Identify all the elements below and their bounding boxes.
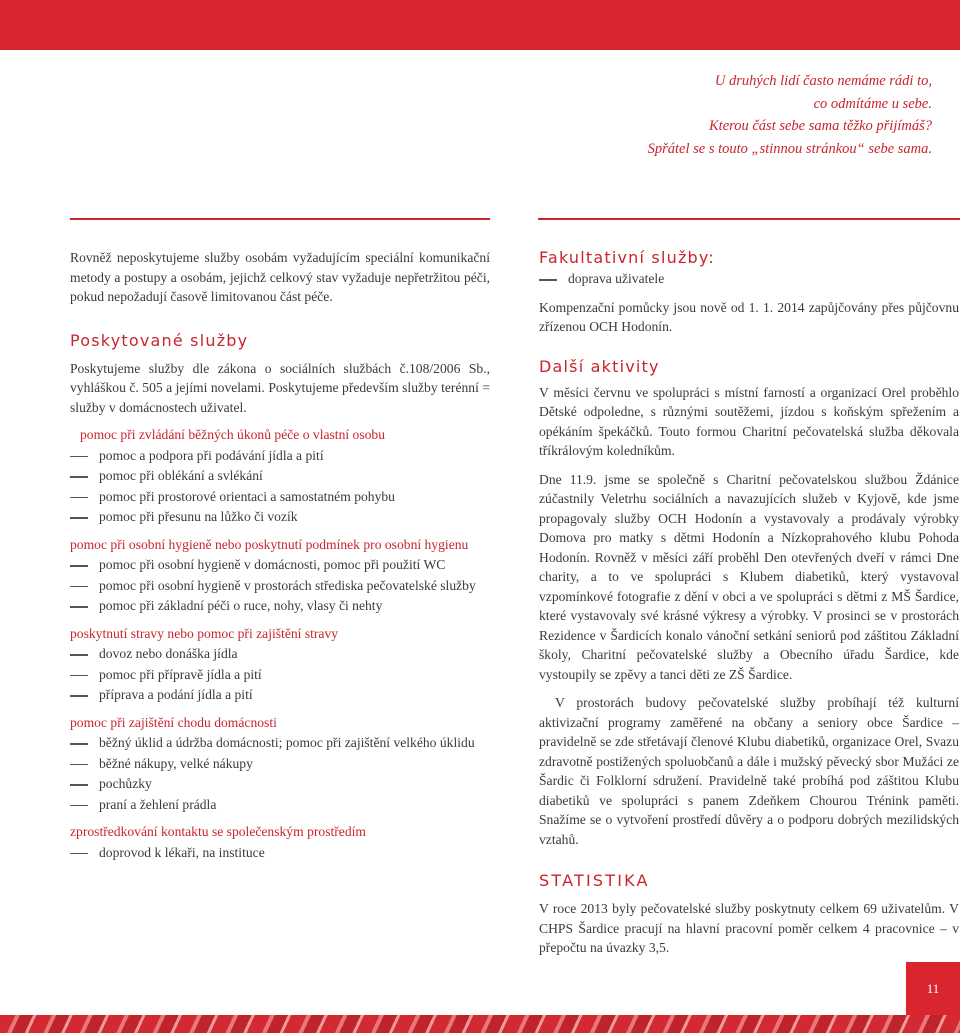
dash-bullet (70, 764, 88, 766)
activities-paragraph: V měsíci červnu ve spolupráci s místní farností a organizací Orel proběhlo Dětské odpoledne, s různými soutěžemi, jízdou s koňským spřežením a opékáním špekáčků. Touto formou Charitní pečovatelská služba děkovala tříkrálovým koledníkům. (539, 384, 959, 458)
dash-bullet (70, 586, 88, 588)
intro-paragraph: Rovněž neposkytujeme služby osobám vyžadujícím speciální komunikační metody a postupy a osobám, jejichž celkový stav vyžaduje nepřetržitou péči, pokud nepožadují časově limitovanou část péče. (70, 250, 490, 304)
motto-quote (512, 70, 932, 160)
group-title: zprostředkování kontaktu se společenským prostředím (70, 824, 366, 839)
list-item-text: pomoc při základní péči o ruce, nohy, vlasy či nehty (99, 598, 383, 613)
dash-bullet (70, 743, 88, 745)
list-item (70, 665, 490, 685)
activities-paragraph: V prostorách budovy pečovatelské služby probíhají též kulturní aktivizační programy zaměřené na občany a seniory obce Šardice – pravidelně se zde střetávají členové Klubu diabetiků, organizace Orel, Svazu zdravotně postižených spoluobčanů a dále i mužský pěvecký sbor Mužáci ze Šardic či Folklorní sdružení. Pravidelně také probíhá pod záštitou Klubu diabetiků ve spolupráci s panem Zdeňkem Chourou Trénink paměti. Snažíme se o vytvoření prostředí důvěry a o podporu dobrých mezilidských vztahů. (539, 695, 959, 847)
list-item-text: pomoc při přesunu na lůžko či vozík (99, 509, 298, 524)
left-column (70, 248, 490, 862)
list-item (70, 685, 490, 705)
left-divider (70, 218, 490, 220)
group-title: pomoc při zvládání běžných úkonů péče o vlastní osobu (80, 427, 386, 442)
list-item-text: pochůzky (99, 776, 152, 791)
list-item (70, 774, 490, 794)
list-item-text: doprovod k lékaři, na instituce (99, 844, 265, 860)
dash-bullet (70, 805, 88, 807)
group-title: pomoc při zajištění chodu domácnosti (70, 714, 277, 730)
dash-bullet (70, 784, 88, 786)
list-item (70, 487, 490, 507)
list-item-text: pomoc při prostorové orientaci a samostatném pohybu (99, 488, 395, 504)
list-item-text: příprava a podání jídla a pití (99, 687, 253, 702)
dash-bullet (70, 476, 88, 478)
list-item (70, 555, 490, 575)
list-item-text: běžný úklid a údržba domácnosti; pomoc při zajištění velkého úklidu (99, 735, 475, 750)
list-item (70, 795, 490, 815)
list-item (70, 644, 490, 664)
dash-bullet (70, 654, 88, 656)
quote-line: co odmítáme u sebe. (813, 95, 932, 112)
list-item-text: doprava uživatele (568, 271, 665, 286)
page-number (906, 962, 960, 1016)
list-item-text: pomoc při osobní hygieně v domácnosti, pomoc při použití WC (99, 557, 446, 572)
list-item (70, 733, 490, 753)
dash-bullet (70, 606, 88, 608)
list-item (70, 576, 490, 596)
section-heading-optional: Fakultativní služby: (539, 248, 716, 267)
dash-bullet (70, 695, 88, 697)
list-item (539, 269, 959, 289)
statistics-paragraph: V roce 2013 byly pečovatelské služby poskytnuty celkem 69 uživatelům. V CHPS Šardice pracují na hlavní pracovní poměr celkem 4 pracovnice – v přepočtu na úvazky 3,5. (539, 901, 959, 955)
list-item (70, 596, 490, 616)
quote-line: Spřátel se s touto „stinnou stránkou“ sebe sama. (647, 140, 932, 157)
dash-bullet (70, 853, 88, 855)
list-item (70, 446, 490, 466)
list-item-text: pomoc a podpora při podávání jídla a pití (99, 447, 324, 463)
section-heading-activities: Další aktivity (539, 356, 660, 376)
list-item (70, 466, 490, 486)
page-number-text: 11 (926, 981, 940, 996)
top-color-bar (0, 0, 960, 50)
list-item (70, 754, 490, 774)
dash-bullet (70, 517, 88, 519)
list-item-text: běžné nákupy, velké nákupy (99, 755, 253, 771)
quote-line: Kterou část sebe sama těžko přijímáš? (709, 118, 932, 134)
dash-bullet (70, 675, 88, 677)
list-item (70, 507, 490, 527)
group-title: poskytnutí stravy nebo pomoc při zajištění stravy (70, 625, 339, 641)
list-item-text: pomoc při osobní hygieně v prostorách střediska pečovatelské služby (99, 577, 476, 593)
dash-bullet (70, 565, 88, 567)
activities-paragraph: Dne 11.9. jsme se společně s Charitní pečovatelskou službou Ždánice zúčastnily Veletrhu sociálních a navazujících služeb v Kyjově, kde jsme propagovaly služby OCH Hodonín a vystavovaly a prodávaly výrobky Domova pro matky s dětmi Hodonín a Nízkoprahového klubu Pohoda Hodonín. Rovněž v měsíci září proběhl Den otevřených dveří v rámci Dne charity, a to ve spolupráci s Klubem diabetiků, který vystavoval vzpomínkové fotografie z dění v obci a ve spolupráci s dětmi z MŠ Šardice, které vystavovaly své krásné výkresy a výrobky. V prosinci se v prostorách Rezidence v Šardicích konalo vánoční setkání seniorů pod záštitou Základní školy, Charitní pečovatelské služby a Obecního úřadu Šardice, kde vystoupily se zpěvy a tanci děti ze ZŠ Šardice. (539, 471, 959, 682)
dash-bullet (539, 279, 557, 281)
right-divider (538, 218, 960, 220)
services-lead: Poskytujeme služby dle zákona o sociálních službách č.108/2006 Sb., vyhláškou č. 505 a jejími novelami. Poskytujeme především služby terénní = služby v domácnostech uživatel. (70, 360, 490, 415)
right-column (539, 248, 959, 958)
dash-bullet (70, 456, 88, 458)
list-item-text: pomoc při oblékání a svlékání (99, 468, 263, 483)
group-title: pomoc při osobní hygieně nebo poskytnutí podmínek pro osobní hygienu (70, 536, 469, 552)
bottom-decorative-bar (0, 1015, 960, 1033)
section-heading-services: Poskytované služby (70, 330, 249, 350)
list-item-text: praní a žehlení prádla (99, 796, 217, 812)
quote-line: U druhých lidí často nemáme rádi to, (714, 73, 932, 89)
list-item-text: pomoc při přípravě jídla a pití (99, 666, 262, 682)
dash-bullet (70, 497, 88, 499)
list-item-text: dovoz nebo donáška jídla (99, 646, 238, 661)
list-item (70, 843, 490, 863)
optional-note: Kompenzační pomůcky jsou nově od 1. 1. 2014 zapůjčovány přes půjčovnu zřízenou OCH Hodonín. (539, 299, 959, 334)
section-heading-statistics: STATISTIKA (539, 871, 650, 890)
